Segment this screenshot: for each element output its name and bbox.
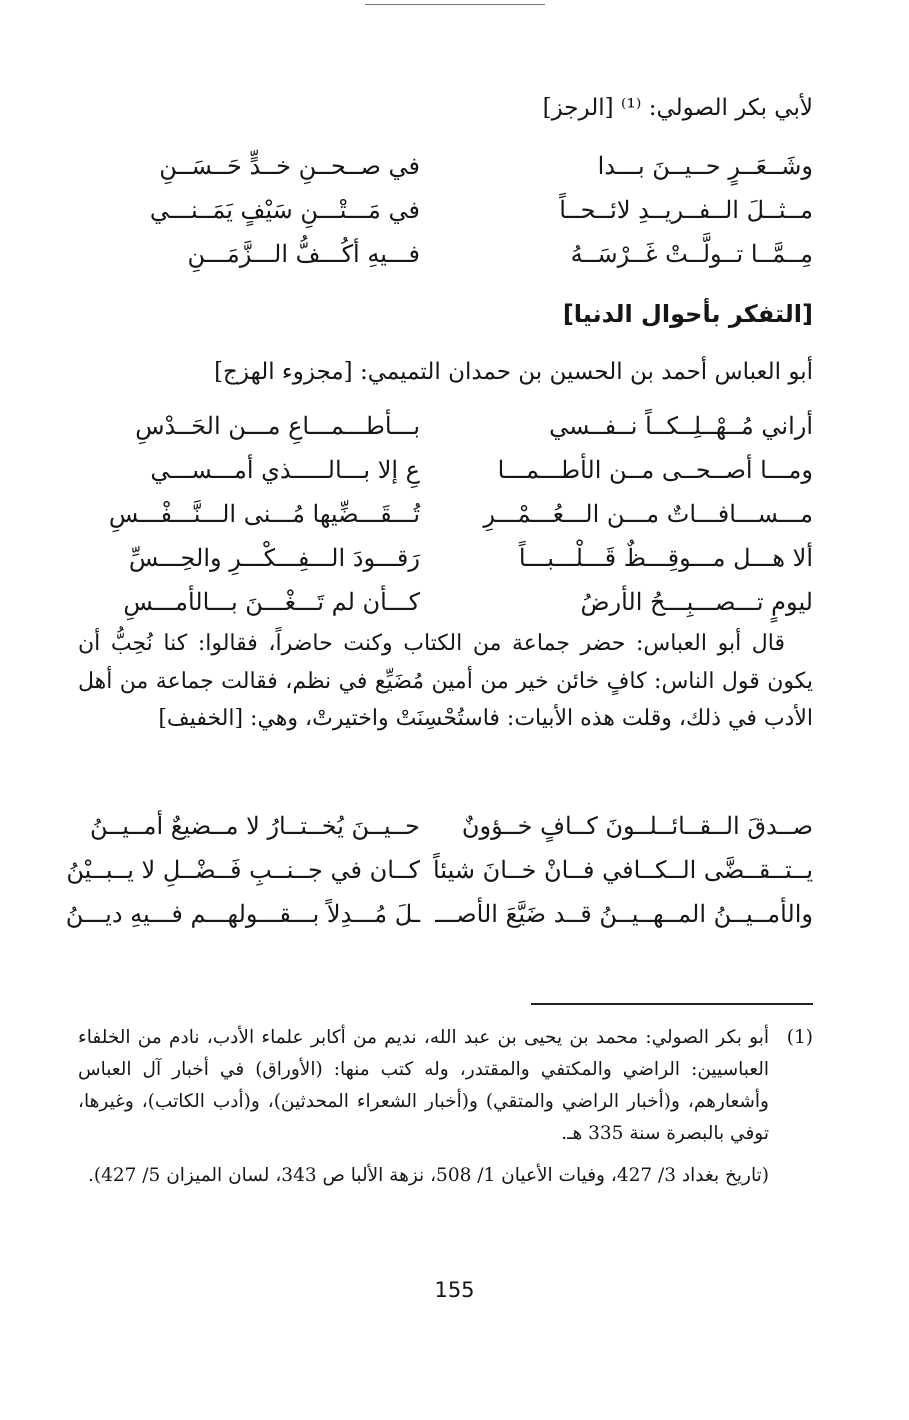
- verse: [66, 848, 813, 892]
- hemistich-first: يــتــقــضَّى الــكــافي فــانْ خــانَ شيئاً: [433, 856, 813, 884]
- footnote-entry: [78, 1022, 813, 1150]
- verse: [78, 188, 813, 232]
- footnote-sources: (تاريخ بغداد 3/ 427، وفيات الأعيان 1/ 508، نزهة الألبا ص 343، لسان الميزان 5/ 427).: [88, 1165, 769, 1186]
- footnote: [78, 1022, 813, 1192]
- hemistich-first: مِــمَّــا تــولَّــتْ غَــرْسَــهُ: [570, 240, 813, 268]
- hemistich-second: في صــحــنِ خــدٍّ حَــسَــنِ: [159, 152, 420, 180]
- verse: [78, 232, 813, 276]
- hemistich-second: رَقـــودَ الـــفِـــكْـــرِ والحِـــسِّ: [128, 544, 420, 572]
- hemistich-first: وشَــعَــرٍ حــيــنَ بـــدا: [597, 152, 813, 180]
- hemistich-first: ومـــا أصــحــى مــن الأطـــمـــا: [497, 456, 813, 484]
- hemistich-first: صــدقَ الــقــائــلــونَ كــافٍ خــؤونٌ: [461, 812, 813, 840]
- hemistich-second: ـلَ مُـــدِلاً بـــقـــولهـــم فـــيهِ ديـــنُ: [65, 900, 420, 928]
- hemistich-first: والأمــيــنُ المــهــيــنُ قــد ضَيَّعَ الأصـــ: [435, 900, 813, 928]
- hemistich-second: كـــأن لم تَـــغْـــنَ بـــالأمـــسِ: [123, 588, 420, 616]
- hemistich-second: في مَـــتْـــنِ سَيْفٍ يَمَــنـــي: [149, 196, 420, 224]
- page-number: 155: [434, 1278, 475, 1302]
- hemistich-first: ألا هـــل مـــوقِـــظٌ قَـــلْـــبـــاً: [518, 544, 813, 572]
- footnote-marker: (1): [786, 1027, 813, 1048]
- verse: [78, 804, 813, 848]
- hemistich-first: أراني مُــهْــلِــكــاً نــفــسي: [549, 412, 813, 440]
- hemistich-second: بـــأطـــمـــاعِ مـــن الحَــدْسِ: [135, 412, 420, 440]
- hemistich-second: فـــيهِ أكُـــفُّ الـــزَّمَـــنِ: [187, 240, 420, 268]
- verse: [78, 536, 813, 580]
- hemistich-second: تُـــقَـــضِّيها مُـــنى الـــنَّـــفْـــسِ: [108, 500, 420, 528]
- verse: [65, 892, 813, 936]
- verse: [78, 448, 813, 492]
- section-heading: [التفكر بأحوال الدنيا]: [562, 300, 813, 328]
- poem-2-attribution: أبو العباس أحمد بن الحسين بن حمدان التميمي: [مجزوء الهزج]: [214, 359, 813, 385]
- poem-1-attribution: لأبي بكر الصولي: ⁽¹⁾ [الرجز]: [542, 95, 813, 121]
- hemistich-first: مــثــلَ الــفــريــدِ لائــحــاً: [559, 196, 813, 224]
- hemistich-second: كــان في جــنــبِ فَــضْــلِ لا يــبــيْنُ: [66, 856, 420, 884]
- verse: [78, 144, 813, 188]
- verse: [78, 580, 813, 624]
- poem-3: [65, 804, 813, 936]
- poem-2: [78, 352, 813, 624]
- poem-1: [78, 88, 813, 276]
- hemistich-first: ليومٍ تـــصـــبِـــحُ الأرضُ: [580, 588, 813, 616]
- top-rule: [365, 4, 545, 5]
- footnote-text: أبو بكر الصولي: محمد بن يحيى بن عبد الله، نديم من أكابر علماء الأدب، نادم من الخلفاء العباسيين: الراضي والمكتفي والمقتدر، وله كتب منها: (الأوراق) في أخبار آل العباس وأشعارهم، و(أخبار الراضي والمتقي) و(أخبار الشعراء المحدثين)، و(أدب الكاتب)، وغيرها، توفي بالبصرة سنة 335 هـ.: [78, 1027, 769, 1144]
- hemistich-second: عِ إلا بـــالـــــذي أمـــســـي: [150, 456, 420, 484]
- footnote-rule: [531, 1003, 813, 1005]
- hemistich-first: مـــســـافـــاتٌ مـــن الـــعُـــمْـــرِ: [483, 500, 813, 528]
- verse: [78, 404, 813, 448]
- verse: [78, 492, 813, 536]
- hemistich-second: حــيــنَ يُخــتــارُ لا مــضيعٌ أمــيــنُ: [89, 812, 420, 840]
- prose-paragraph: قال أبو العباس: حضر جماعة من الكتاب وكنت حاضراً، فقالوا: كنا نُحِبُّ أن يكون قول الناس: كافٍ خائن خير من أمين مُضَيِّع في نظم، فقالت جماعة من أهل الأدب في ذلك، وقلت هذه الأبيات: فاستُحْسِنَتْ واختيرتْ، وهي: [الخفيف]: [78, 631, 813, 731]
